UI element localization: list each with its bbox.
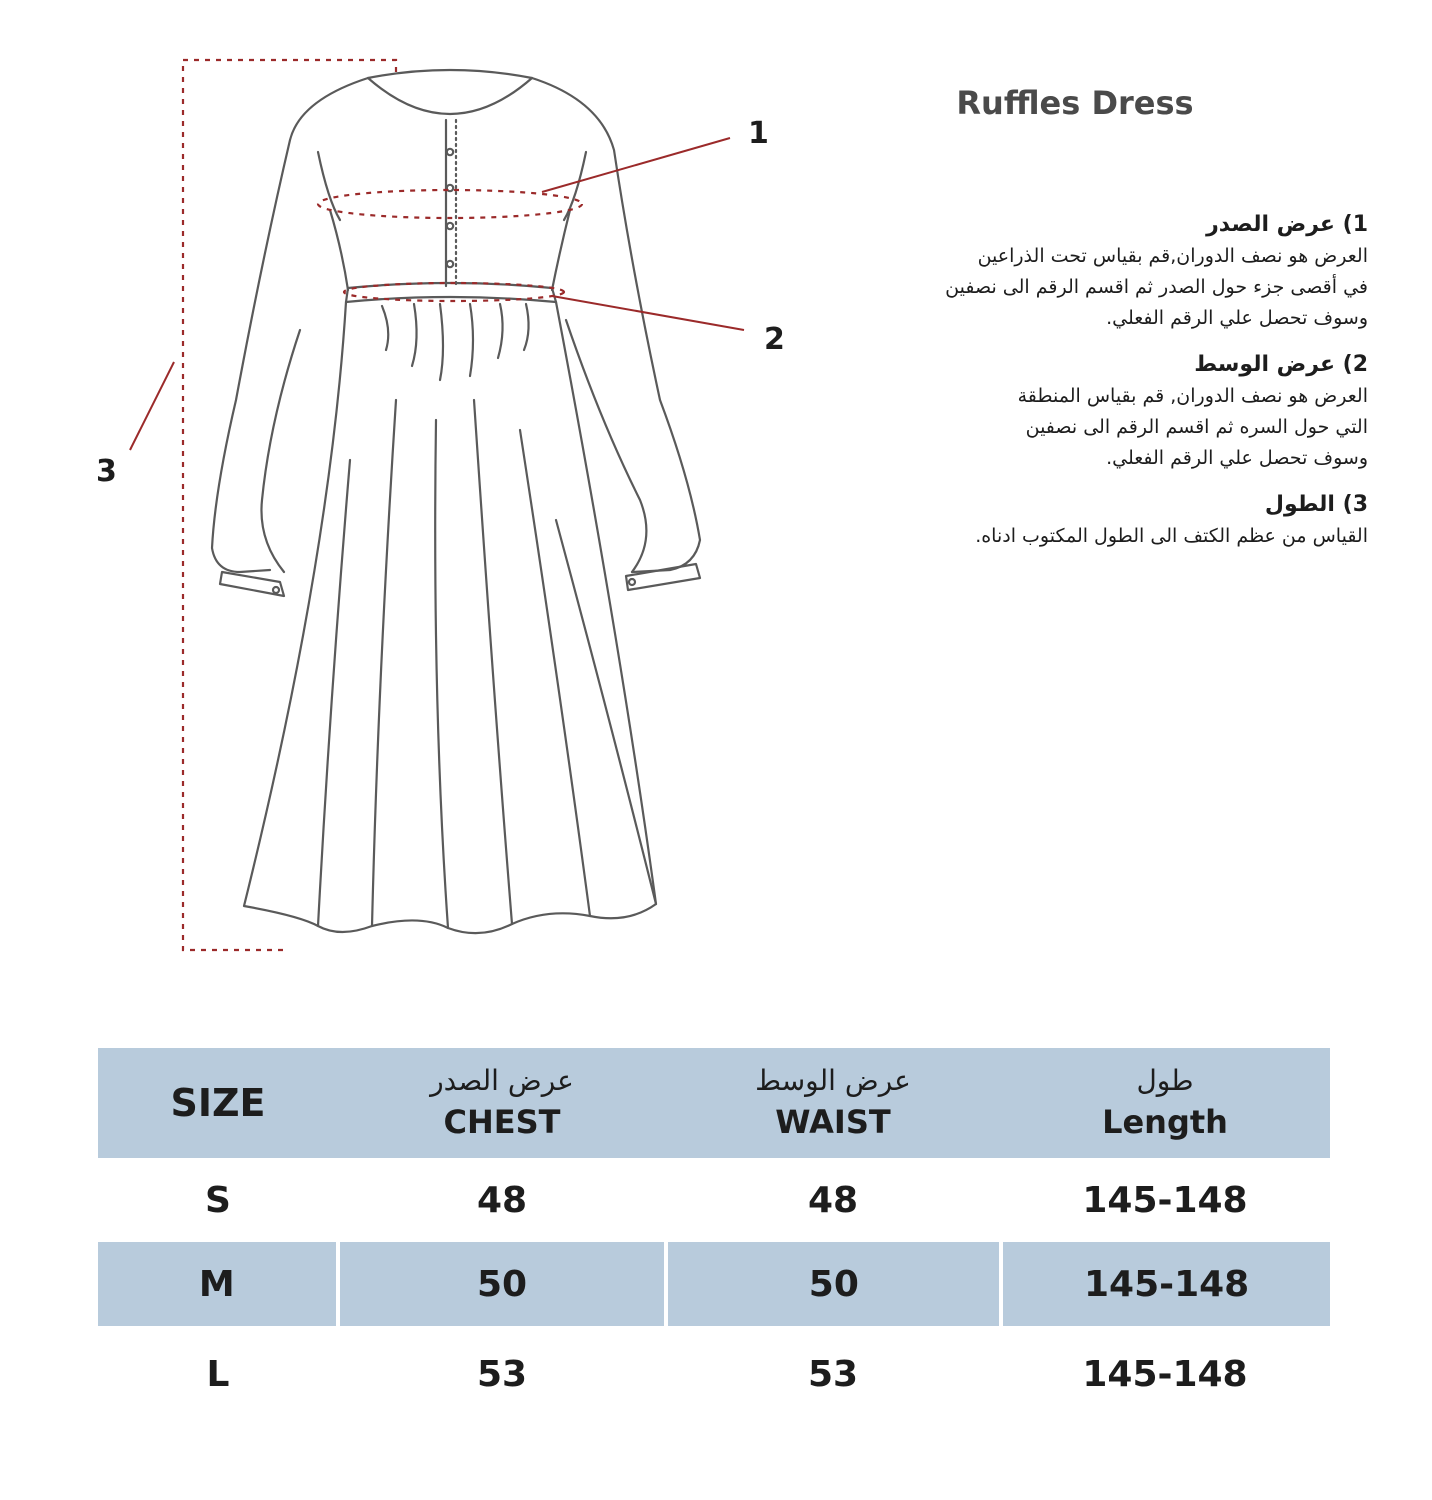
waist-cell: 53	[807, 1353, 859, 1395]
size-cell: L	[206, 1353, 230, 1395]
note-line: في أقصى جزء حول الصدر ثم اقسم الرقم الى نصفين	[945, 276, 1368, 298]
waist-measure-line	[344, 283, 564, 301]
note-heading: 2) عرض الوسط	[1194, 352, 1368, 377]
chest-measure-line	[318, 190, 582, 218]
callout-number-2: 2	[764, 322, 785, 357]
header-length-en: Length	[1102, 1103, 1228, 1141]
chest-cell: 50	[477, 1263, 528, 1305]
table-row	[98, 1242, 1330, 1326]
length-measure-line	[183, 60, 396, 950]
size-cell: M	[198, 1263, 235, 1305]
note-line: وسوف تحصل علي الرقم الفعلي.	[1106, 307, 1368, 329]
note-line: العرض هو نصف الدوران, قم بقياس المنطقة	[1017, 385, 1368, 407]
note-length	[848, 492, 1368, 552]
note-line: العرض هو نصف الدوران,قم بقياس تحت الذراعين	[977, 245, 1368, 267]
dress-neckline	[368, 78, 532, 114]
waist-cell: 50	[808, 1263, 859, 1305]
dress-right-sleeve	[532, 78, 700, 572]
size-chart-table	[98, 1048, 1330, 1422]
leader-line-1	[542, 138, 730, 192]
table-header-row	[98, 1048, 1330, 1158]
note-waist	[848, 352, 1368, 474]
header-size	[98, 1048, 338, 1158]
header-size-label: SIZE	[170, 1081, 266, 1125]
note-line: وسوف تحصل علي الرقم الفعلي.	[1106, 447, 1368, 469]
right-cuff	[626, 564, 700, 590]
note-heading: 1) عرض الصدر	[1206, 212, 1368, 237]
header-length	[1000, 1048, 1330, 1158]
waist-cell: 48	[807, 1179, 859, 1221]
length-cell: 145-148	[1083, 1263, 1250, 1305]
table-row	[98, 1158, 1330, 1242]
header-chest-ar: عرض الصدر	[430, 1064, 574, 1097]
header-chest-en: CHEST	[443, 1103, 561, 1141]
leader-line-3	[130, 362, 174, 450]
note-chest	[848, 212, 1368, 334]
chest-cell: 53	[476, 1353, 528, 1395]
length-cell: 145-148	[1082, 1179, 1248, 1221]
callout-number-1: 1	[748, 116, 769, 151]
leader-line-2	[552, 296, 744, 330]
measurement-notes	[848, 212, 1368, 570]
length-cell: 145-148	[1082, 1353, 1248, 1395]
note-line: القياس من عظم الكتف الى الطول المكتوب ادناه.	[975, 525, 1368, 547]
note-line: التي حول السره ثم اقسم الرقم الى نصفين	[1025, 416, 1368, 438]
header-length-ar: طول	[1136, 1064, 1194, 1097]
size-cell: S	[205, 1179, 231, 1221]
header-waist-en: WAIST	[775, 1103, 891, 1141]
chest-cell: 48	[476, 1179, 528, 1221]
product-title: Ruffles Dress	[956, 84, 1194, 122]
header-chest	[338, 1048, 666, 1158]
header-waist	[666, 1048, 1000, 1158]
header-waist-ar: عرض الوسط	[755, 1064, 911, 1097]
callout-number-3: 3	[96, 454, 117, 489]
table-row	[98, 1326, 1330, 1422]
note-heading: 3) الطول	[1264, 492, 1368, 517]
